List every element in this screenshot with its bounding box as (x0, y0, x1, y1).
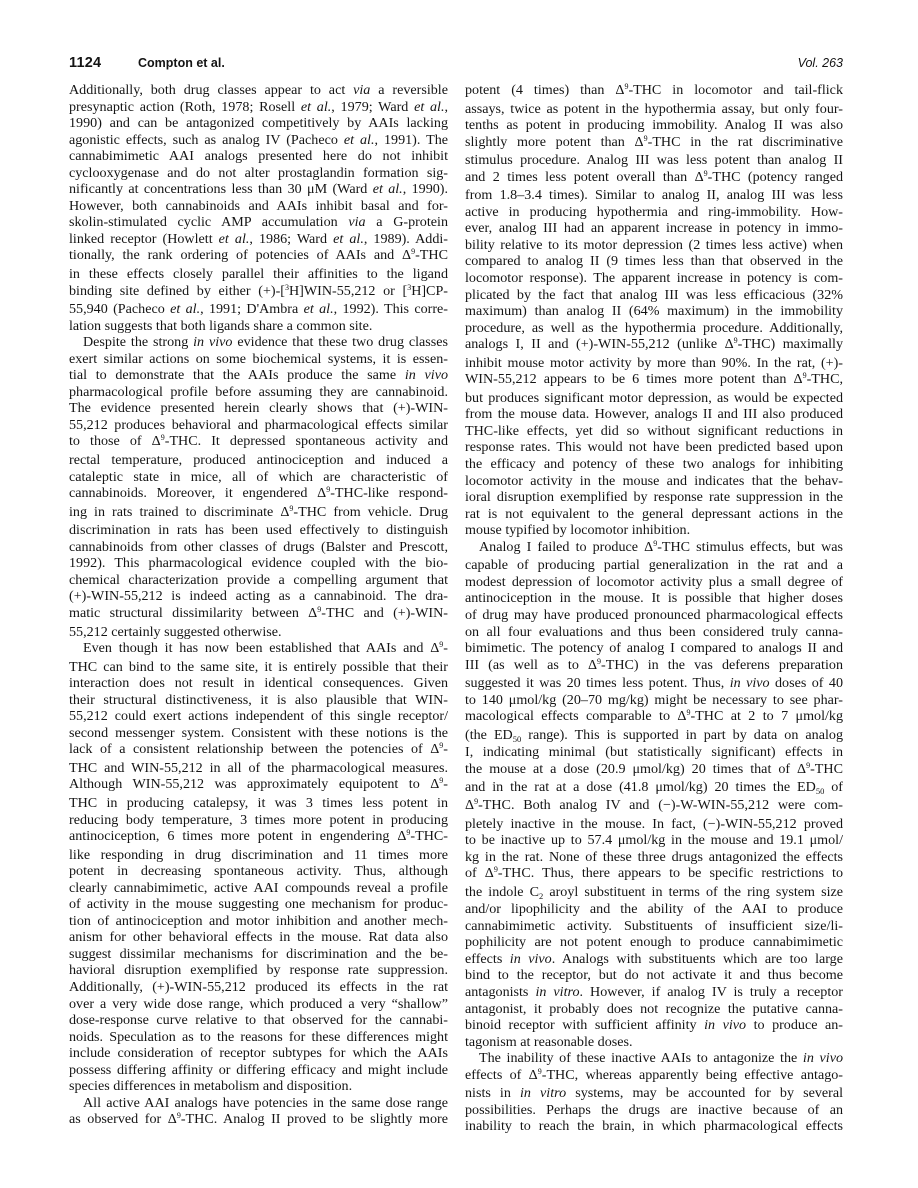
body-paragraph (69, 82, 448, 334)
text-line: 55,212 certainly suggested otherwise. (69, 623, 282, 640)
text-line: THC can bind to the same site, it is entirely possible that their (69, 658, 448, 675)
text-line: include consideration of receptor subtypes for which the AAIs (69, 1045, 448, 1062)
text-line: All active AAI analogs have potencies in the same dose range (83, 1094, 448, 1111)
text-line: of $\Delta^9$-THC. Thus, there appears to be specific restrictions to (465, 865, 843, 882)
text-line: locomotor response). The apparent increase in potency is com- (465, 270, 843, 287)
text-line: cannabinoids from other classes of drugs (Balster and Prescott, (69, 538, 448, 555)
text-line: antagonist, it probably does not recognize the putative canna- (465, 1000, 843, 1017)
text-line: Despite the strong in vivo evidence that these two drug classes (83, 334, 449, 351)
text-line: analogs I, II and (+)-WIN-55,212 (unlike $\Delta^9-THC$) maximally (465, 336, 843, 353)
text-line: nificantly at concentrations less than 30 μM (Ward et al., 1990). (69, 181, 449, 198)
text-line: mouse typified by locomotor inhibition. (465, 522, 691, 539)
text-line: the efficacy and potency of these two analogs for inhibiting (465, 456, 843, 473)
text-line: tagonism at reasonable doses. (465, 1033, 633, 1050)
text-line: linked receptor (Howlett et al., 1986; Ward et al., 1989). Addi- (69, 230, 448, 247)
text-line: bimimetic. The potency of analog I compared to analogs II and (465, 640, 843, 657)
text-line: from the mouse data. However, analogs II and III also produced (465, 406, 843, 423)
text-line: Additionally, both drug classes appear to act via a reversible (69, 82, 448, 98)
text-line: rat is not equivalent to the general depressant actions in the (465, 505, 843, 522)
text-line: of drug may have produced pronounced pharmacological effects (465, 606, 843, 623)
text-line: Analog I failed to produce $\Delta^9$-THC stimulus effects, but was (479, 538, 843, 555)
text-line: maximum) than analog II (64% maximum) in the immobility (465, 303, 843, 320)
text-line: I, indicating minimal (but statistically significant) effects in (465, 744, 843, 761)
text-line: THC and WIN-55,212 in all of the pharmacological measures. (69, 759, 448, 776)
body-paragraph (465, 82, 843, 539)
text-line: tion of antinociception and motor inhibition and another mech- (69, 912, 448, 929)
text-line: 1992). This pharmacological evidence coupled with the bio- (69, 555, 448, 572)
text-line: interaction does not result in identical consequences. Given (69, 675, 448, 692)
text-line: cannabinoids. Moreover, it engendered $\Delta^9-THC$-like respond- (69, 485, 448, 502)
page-header (69, 55, 843, 73)
text-line: Even though it has now been established that AAIs and $\Delta^9-$ (83, 640, 448, 657)
text-line: clearly cannabimimetic, active AAI compounds reveal a profile (69, 879, 448, 896)
text-line: the indole $C_2$ aroyl substituent in terms of the ring system size (465, 883, 843, 901)
text-line: on all four evaluations and thus been considered truly canna- (465, 623, 843, 640)
text-line: inhibit mouse motor activity by more than 90%. In the rat, (+)- (465, 354, 843, 371)
text-line: suggested it was 20 times less potent. Thus, in vivo doses of 40 (465, 675, 843, 692)
text-line: ioral disruption exemplified by response rate suppression in the (465, 489, 843, 506)
text-line: effects in vivo. Analogs with substituents which are too large (465, 950, 843, 967)
text-line: kg in the rat. None of these three drugs antagonized the effects (465, 848, 843, 865)
text-line: cannabimimetic activity. Substituents of insufficient size/li- (465, 917, 843, 934)
text-line: to be inactive up to 57.4 μmol/kg in the mouse and 19.1 μmol/ (465, 832, 843, 849)
text-line: rectal temperature, produced antinociception and induced a (69, 452, 448, 469)
text-line: tenths as potent in producing immobility. Analog II was also (465, 117, 843, 134)
text-line: suggest dissimilar mechanisms for discrimination and the be- (69, 945, 448, 962)
text-line: stimulus procedure. Analog III was less potent than analog II (465, 152, 843, 169)
text-line: discrimination in rats has been used effectively to distinguish (69, 522, 448, 539)
text-line: plicated by the fact that analog III was less efficacious (32% (465, 286, 843, 303)
text-line: THC in producing catalepsy, it was 3 times less potent in (69, 794, 448, 811)
text-line: cyclooxygenase and do not alter prostaglandin formation sig- (69, 164, 448, 181)
right-column (465, 82, 843, 1135)
text-line: slightly more potent than $\Delta^9$-THC in the rat discriminative (465, 133, 843, 150)
running-head-authors: Compton et al. (138, 56, 225, 70)
left-column (69, 82, 448, 1130)
text-line: macological effects comparable to $\Delta^9$-THC at 2 to 7 μmol/kg (465, 708, 844, 725)
text-line: pharmacological profile before assuming they are cannabinoid. (69, 383, 448, 400)
text-line: their structural distinctiveness, it is also plausible that WIN- (69, 691, 448, 708)
text-line: to those of $\Delta^9$-THC. It depressed spontaneous activity and (69, 433, 448, 450)
volume-label: Vol. 263 (797, 56, 843, 70)
text-line: antinociception in the mouse. It is possible that higher doses (465, 590, 843, 607)
text-line: assays, twice as potent in the hypothermia assay, but only four- (465, 100, 843, 117)
text-line: and in the rat at a dose (41.8 μmol/kg) 20 times the $ED_{50}$ of (465, 779, 843, 797)
text-line: potent (4 times) than $\Delta^9$-THC in locomotor and tail-flick (465, 82, 843, 98)
text-line: tial to demonstrate that the AAIs produce the same in vivo (69, 367, 448, 384)
text-line: lation suggests that both ligands share a common site. (69, 317, 373, 334)
text-line: agonistic effects, such as analog IV (Pacheco et al., 1991). The (69, 131, 448, 148)
text-line: from 1.8–3.4 times). Similar to analog II, analog III was less (465, 187, 843, 204)
body-paragraph (465, 539, 843, 1050)
text-line: potent in decreasing spontaneous activity. Thus, although (69, 863, 448, 880)
text-line: tionally, the rank ordering of potencies of AAIs and $\Delta^9$-THC (69, 247, 448, 264)
text-line: and/or lipophilicity and the ability of the AAI to produce (465, 901, 843, 918)
text-line: WIN-55,212 appears to be 6 times more potent than $\Delta^9$-THC, (465, 371, 843, 388)
text-line: inability to reach the brain, in which pharmacological effects (465, 1118, 843, 1135)
text-line: 55,212 produces behavioral and pharmacological effects similar (69, 416, 448, 433)
text-line: skolin-stimulated cyclic AMP accumulation via a G-protein (69, 214, 448, 231)
body-paragraph (69, 334, 448, 640)
text-line: cannabimimetic AAI analogs presented here do not inhibit (69, 148, 448, 165)
text-line: THC-like effects, yet did so without significant reductions in (465, 422, 843, 439)
text-line: possess differing affinity or differing efficacy and might include (69, 1061, 448, 1078)
text-line: 1990) and can be antagonized competitively by AAIs lacking (69, 115, 448, 132)
text-line: 55,940 (Pacheco et al., 1991; D'Ambra et al., 1992). This corre- (69, 301, 448, 318)
text-line: effects of $\Delta^9$-THC, whereas apparently being effective antago- (465, 1066, 843, 1083)
text-line: (the $ED_{50}$ range). This is supported in part by data on analog (465, 726, 843, 744)
text-line: binoid receptor with sufficient affinity in vivo to produce an- (465, 1017, 843, 1034)
text-line: reducing body temperature, 3 times more potent in producing (69, 811, 448, 828)
text-line: lack of a consistent relationship between the potencies of $\Delta^9-$ (69, 741, 448, 758)
page-number: 1124 (69, 55, 102, 71)
text-line: Additionally, (+)-WIN-55,212 produced its effects in the rat (69, 978, 448, 995)
text-line: dose-response curve relative to that observed for the cannabi- (69, 1012, 448, 1029)
text-line: as observed for $\Delta^9$-THC. Analog II proved to be slightly more (69, 1111, 448, 1128)
text-line: Although WIN-55,212 was approximately equipotent to $\Delta^9-$ (69, 776, 448, 793)
text-line: antagonists in vitro. However, if analog IV is truly a receptor (465, 983, 843, 1000)
body-paragraph (69, 1095, 448, 1130)
text-line: bility relative to its motor depression (2 times less active) when (465, 236, 843, 253)
text-line: to 140 μmol/kg (20–70 mg/kg) might be necessary to see phar- (465, 691, 843, 708)
text-line: anism for other behavioral effects in the mouse. Rat data also (69, 929, 448, 946)
text-line: havioral disruption exemplified by response rate suppression. (69, 962, 448, 979)
text-line: The evidence presented herein clearly shows that (+)-WIN- (69, 400, 448, 417)
text-line: second messenger system. Consistent with these notions is the (69, 724, 448, 741)
text-line: response rates. This would not have been predicted based upon (465, 439, 843, 456)
text-line: III (as well as to $\Delta^9-THC$) in the vas deferens preparation (465, 656, 843, 673)
text-line: ever, analog III had an apparent increase in potency in immo- (465, 220, 843, 237)
text-line: compared to analog II (9 times less than that observed in the (465, 253, 843, 270)
text-line: in these effects closely parallel their affinities to the ligand (69, 266, 448, 283)
text-line: presynaptic action (Roth, 1978; Rosell et al., 1979; Ward et al., (69, 98, 448, 115)
text-line: ing in rats trained to discriminate $\Delta^9$-THC from vehicle. Drug (69, 503, 448, 520)
text-line: 55,212 could exert actions independent of this single receptor/ (69, 708, 448, 725)
text-line: pletely inactive in the mouse. In fact, (−)-WIN-55,212 proved (465, 815, 843, 832)
text-line: exert similar actions on some biochemical systems, it is essen- (69, 350, 448, 367)
text-line: $\Delta^9$-THC. Both analog IV and (−)-W-WIN-55,212 were com- (465, 796, 843, 813)
text-line: active in producing hypothermia and ring-immobility. How- (465, 203, 843, 220)
text-line: binding site defined by either (+)-[$^3$H]WIN-55,212 or [$^3$H]CP- (69, 282, 448, 299)
text-line: over a very wide dose range, which produced a very “shallow” (69, 995, 448, 1012)
text-line: capable of producing partial generalization in the rat and a (465, 557, 843, 574)
text-line: species differences in metabolism and disposition. (69, 1078, 353, 1095)
text-line: chemical characterization provide a compelling argument that (69, 571, 448, 588)
text-line: The inability of these inactive AAIs to antagonize the in vivo (479, 1050, 843, 1067)
text-line: cataleptic state in mice, all of which are characteristic of (69, 468, 448, 485)
body-paragraph (69, 640, 448, 1095)
text-line: procedure, as well as the hypothermia procedure. Additionally, (465, 319, 843, 336)
text-line: of activity in the mouse suggesting one mechanism for produc- (69, 896, 448, 913)
text-line: antinociception, 6 times more potent in engendering $\Delta^9-THC-$ (69, 828, 448, 845)
text-line: possibilities. Perhaps the drugs are inactive because of an (465, 1101, 843, 1118)
text-line: matic structural dissimilarity between $\Delta^9$-THC and (+)-WIN- (69, 604, 448, 621)
text-line: and 2 times less potent overall than $\Delta^9$-THC (potency ranged (465, 168, 843, 185)
text-line: However, both cannabinoids and AAIs inhibit basal and for- (69, 197, 448, 214)
text-line: modest depression of locomotor activity plus a small degree of (465, 573, 843, 590)
text-line: (+)-WIN-55,212 is indeed acting as a cannabinoid. The dra- (69, 588, 448, 605)
text-line: locomotor activity in the mouse and indicates that the behav- (465, 472, 843, 489)
text-line: like responding in drug discrimination and 11 times more (69, 846, 448, 863)
text-line: pophilicity are not potent enough to produce cannabimimetic (465, 934, 843, 951)
text-line: nists in in vitro systems, may be accounted for by several (465, 1085, 843, 1102)
text-line: but produces significant motor depression, as would be expected (465, 389, 843, 406)
body-paragraph (465, 1050, 843, 1135)
text-line: noids. Speculation as to the reasons for these differences might (69, 1028, 448, 1045)
text-line: the mouse at a dose (20.9 μmol/kg) 20 times that of $\Delta^9$-THC (465, 760, 843, 777)
text-line: bind to the receptor, but do not activate it and thus become (465, 967, 843, 984)
